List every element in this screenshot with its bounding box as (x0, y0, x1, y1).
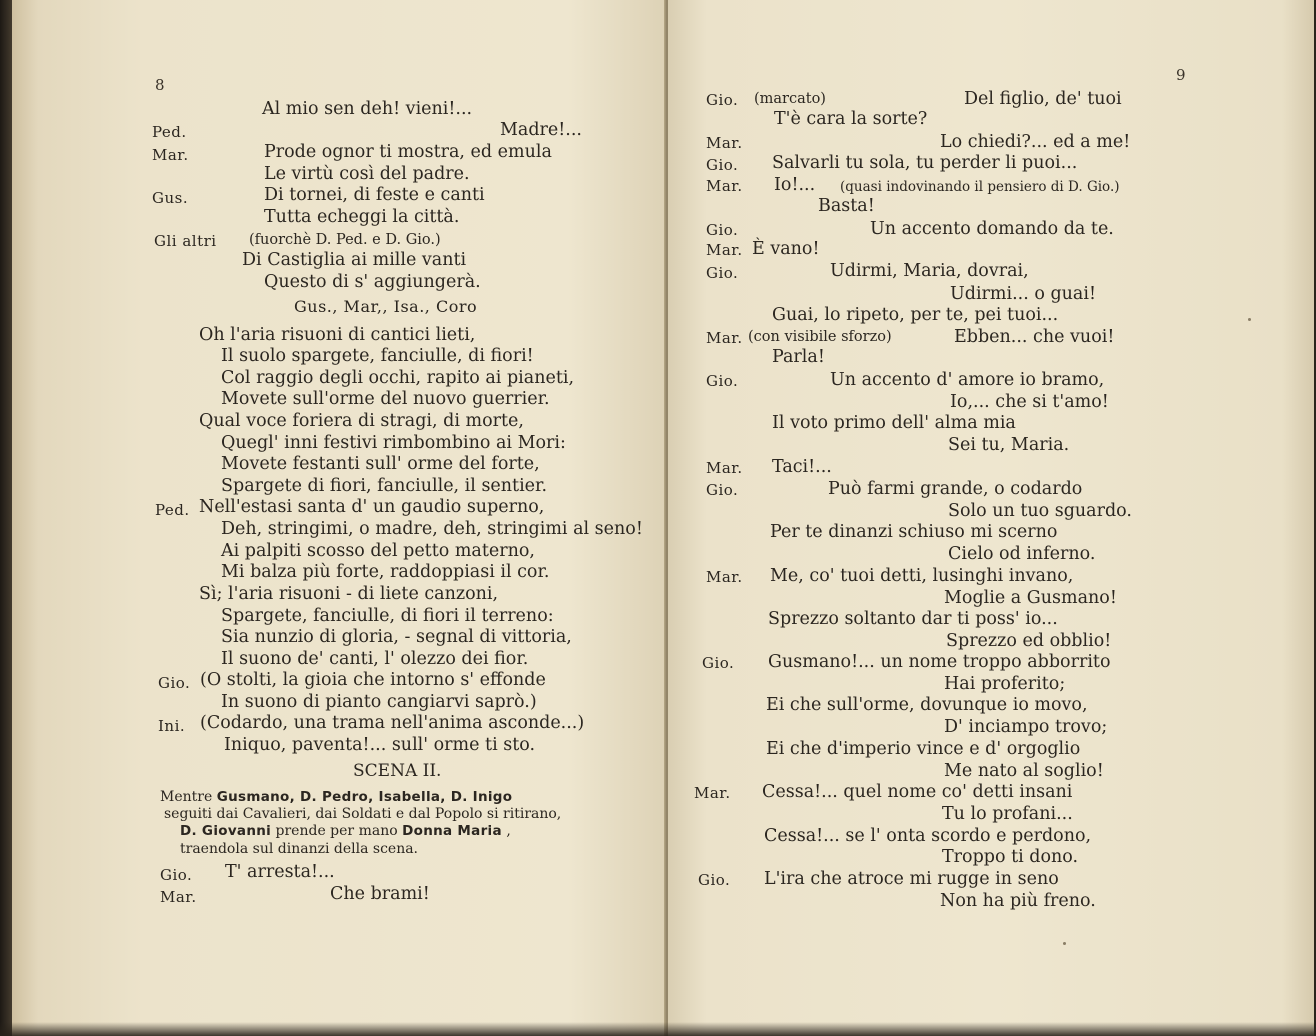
paper-speck (1248, 318, 1251, 321)
verse-line: Madre!... (500, 120, 582, 140)
stage-note: (marcato) (754, 91, 826, 107)
speaker: Gio. (706, 221, 739, 239)
verse-line: Io,... che si t'amo! (950, 392, 1109, 412)
scene-heading: SCENA II. (353, 761, 442, 781)
verse-line: In suono di pianto cangiarvi saprò.) (221, 692, 537, 712)
speaker: Ped. (152, 123, 187, 141)
verse-line: Cessa!... quel nome co' detti insani (762, 782, 1073, 802)
speaker: Gio. (702, 654, 735, 672)
verse-line: Basta! (818, 196, 875, 216)
verse-line: Udirmi, Maria, dovrai, (830, 261, 1029, 281)
verse-line: Ei che d'imperio vince e d' orgoglio (766, 739, 1081, 759)
verse-line: Sei tu, Maria. (948, 435, 1070, 455)
verse-line: Quegl' inni festivi rimbombino ai Mori: (221, 433, 566, 453)
speaker: Gio. (706, 372, 739, 390)
verse-line: Ei che sull'orme, dovunque io movo, (766, 695, 1088, 715)
speaker: Mar. (706, 177, 743, 195)
verse-line: Sia nunzio di gloria, - segnal di vittoria, (221, 627, 572, 647)
verse-line: Me, co' tuoi detti, lusinghi invano, (770, 566, 1074, 586)
verse-line: Di tornei, di feste e canti (264, 185, 485, 205)
verse-line: Questo di s' aggiungerà. (264, 272, 481, 292)
stage-text: Mentre (160, 789, 213, 805)
stage-direction-line: D. Giovanni prende per mano Donna Maria , (180, 823, 511, 839)
verse-line: Movete festanti sull' orme del forte, (221, 454, 540, 474)
page-bottom-shadow (0, 1022, 1316, 1036)
verse-line: Per te dinanzi schiuso mi scerno (770, 522, 1058, 542)
verse-line: Il voto primo dell' alma mia (772, 413, 1016, 433)
speaker: Mar. (694, 784, 731, 802)
verse-line: Hai proferito; (944, 674, 1066, 694)
speaker: Gio. (698, 871, 731, 889)
verse-line: (O stolti, la gioia che intorno s' effonde (200, 670, 546, 690)
verse-line: Tutta echeggi la città. (264, 207, 460, 227)
paper-speck (1063, 942, 1066, 945)
speaker: Gio. (158, 674, 191, 692)
speaker: Ped. (155, 501, 190, 519)
verse-line: Spargete di fiori, fanciulle, il sentier. (221, 476, 548, 496)
verse-line: Del figlio, de' tuoi (964, 89, 1122, 109)
verse-line: Un accento domando da te. (870, 219, 1114, 239)
verse-line: Col raggio degli occhi, rapito ai pianeti, (221, 368, 575, 388)
verse-line: Io!... (774, 175, 816, 195)
page-number: 8 (155, 76, 165, 94)
verse-line: Sì; l'aria risuoni - di liete canzoni, (199, 584, 499, 604)
verse-line: Cielo od inferno. (948, 544, 1096, 564)
verse-line: Guai, lo ripeto, per te, pei tuoi... (772, 305, 1059, 325)
speaker: Gio. (706, 264, 739, 282)
stage-note: (quasi indovinando il pensiero di D. Gio.) (840, 179, 1120, 195)
verse-line: Me nato al soglio! (944, 761, 1104, 781)
verse-line: Salvarli tu sola, tu perder li puoi... (772, 153, 1078, 173)
stage-note: (con visibile sforzo) (748, 329, 892, 345)
speaker: Gus. (152, 189, 189, 207)
stage-text: prende per mano (275, 823, 398, 839)
page-number: 9 (1176, 66, 1186, 84)
speaker: Mar. (706, 241, 743, 259)
verse-line: Di Castiglia ai mille vanti (242, 250, 467, 270)
verse-line: Mi balza più forte, raddoppiasi il cor. (221, 562, 550, 582)
speaker: Gio. (706, 91, 739, 109)
left-page (12, 0, 666, 1036)
verse-line: T' arresta!... (225, 862, 335, 882)
chorus-heading: Gus., Mar,, Isa., Coro (294, 297, 478, 316)
speaker: Gio. (160, 866, 193, 884)
speaker: Mar. (706, 329, 743, 347)
verse-line: Gusmano!... un nome troppo abborrito (768, 652, 1111, 672)
verse-line: Tu lo profani... (942, 804, 1073, 824)
stage-note: (fuorchè D. Ped. e D. Gio.) (249, 232, 441, 248)
verse-line: Ai palpiti scosso del petto materno, (221, 541, 535, 561)
verse-line: Un accento d' amore io bramo, (830, 370, 1105, 390)
character-names: Gusmano, D. Pedro, Isabella, D. Inigo (216, 789, 513, 805)
character-name: Donna Maria (402, 823, 502, 839)
verse-line: Lo chiedi?... ed a me! (940, 132, 1131, 152)
speaker: Mar. (706, 459, 743, 477)
verse-line: Spargete, fanciulle, di fiori il terreno: (221, 606, 554, 626)
verse-line: T'è cara la sorte? (774, 109, 928, 129)
stage-direction-line: traendola sul dinanzi della scena. (180, 841, 419, 857)
verse-line: L'ira che atroce mi rugge in seno (764, 869, 1059, 889)
right-page (668, 0, 1314, 1036)
verse-line: Troppo ti dono. (942, 847, 1079, 867)
verse-line: Moglie a Gusmano! (944, 588, 1117, 608)
verse-line: Che brami! (330, 884, 430, 904)
speaker: Mar. (706, 134, 743, 152)
verse-line: Cessa!... se l' onta scordo e perdono, (764, 826, 1092, 846)
verse-line: Ebben... che vuoi! (954, 327, 1115, 347)
verse-line: Taci!... (772, 457, 832, 477)
verse-line: (Codardo, una trama nell'anima asconde...) (200, 713, 585, 733)
verse-line: Nell'estasi santa d' un gaudio superno, (199, 497, 545, 517)
verse-line: Il suono de' canti, l' olezzo dei fior. (221, 649, 529, 669)
character-name: D. Giovanni (180, 823, 272, 839)
verse-line: Sprezzo ed obblio! (946, 631, 1112, 651)
speaker: Gio. (706, 156, 739, 174)
speaker: Mar. (706, 568, 743, 586)
verse-line: Deh, stringimi, o madre, deh, stringimi al seno! (221, 519, 643, 539)
stage-direction-line: seguiti dai Cavalieri, dai Soldati e dal Popolo si ritirano, (164, 806, 562, 822)
verse-line: Oh l'aria risuoni di cantici lieti, (199, 325, 476, 345)
verse-line: Iniquo, paventa!... sull' orme ti sto. (224, 735, 536, 755)
verse-line: Prode ognor ti mostra, ed emula (264, 142, 552, 162)
speaker: Mar. (160, 888, 197, 906)
verse-line: Al mio sen deh! vieni!... (262, 99, 473, 119)
verse-line: Qual voce foriera di stragi, di morte, (199, 411, 524, 431)
verse-line: Parla! (772, 347, 825, 367)
verse-line: D' inciampo trovo; (944, 717, 1108, 737)
speaker: Gli altri (154, 232, 217, 250)
verse-line: Non ha più freno. (940, 891, 1096, 911)
speaker: Ini. (158, 717, 186, 735)
verse-line: Udirmi... o guai! (950, 284, 1096, 304)
stage-direction-line (160, 788, 512, 806)
verse-line: Solo un tuo sguardo. (948, 501, 1132, 521)
speaker: Gio. (706, 481, 739, 499)
verse-line: Sprezzo soltanto dar ti poss' io... (768, 609, 1058, 629)
verse-line: Movete sull'orme del nuovo guerrier. (221, 389, 550, 409)
verse-line: Può farmi grande, o codardo (828, 479, 1083, 499)
verse-line: È vano! (752, 239, 820, 259)
speaker: Mar. (152, 146, 189, 164)
verse-line: Le virtù così del padre. (264, 164, 470, 184)
verse-line: Il suolo spargete, fanciulle, di fiori! (221, 346, 534, 366)
